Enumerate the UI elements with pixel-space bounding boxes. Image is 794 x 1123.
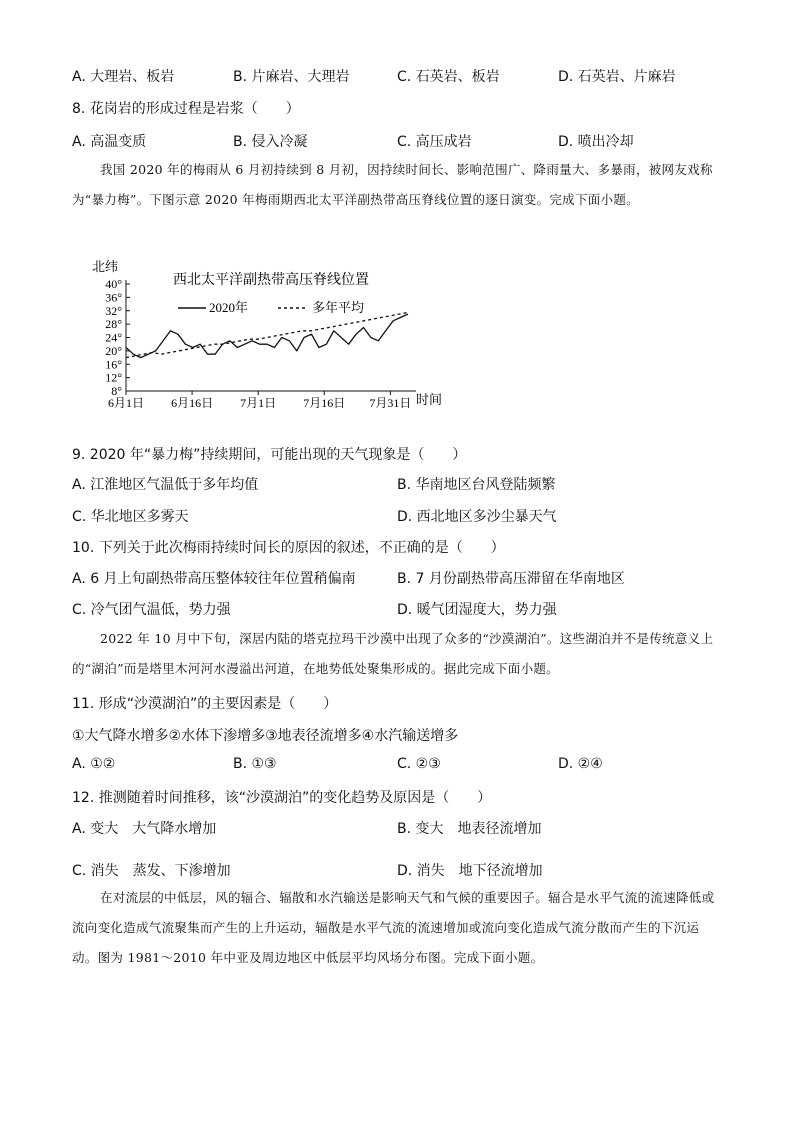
q8-option-b: B. 侵入冷凝 (233, 134, 308, 150)
x-tick-label: 7月16日 (303, 396, 346, 410)
legend-2020: 2020年 (209, 300, 249, 315)
q12-option-c: C. 消失 蒸发、下渗增加 (72, 863, 231, 879)
series-average-line (126, 312, 408, 357)
x-tick-label: 7月1日 (240, 396, 277, 410)
q11-option-c: C. ②③ (397, 756, 441, 772)
y-tick-label: 28° (105, 317, 122, 332)
passage-desert-lakes: 2022 年 10 月中下旬，深居内陆的塔克拉玛干沙漠中出现了众多的“沙漠湖泊”。这些湖泊并不是传统意义上的“湖泊”而是塔里木河河水漫溢出河道，在地势低处聚集形成的。据此完成下面小题。 (72, 631, 714, 676)
chart-x-axis-label: 时间 (416, 392, 443, 407)
y-tick-label: 24° (105, 330, 122, 345)
y-tick-label: 20° (105, 343, 122, 358)
q10-option-b: B. 7 月份副热带高压滞留在华南地区 (397, 571, 625, 587)
q11-stem: 11. 形成“沙漠湖泊”的主要因素是（ ） (72, 696, 338, 712)
q7-option-c: C. 石英岩、板岩 (397, 69, 500, 85)
y-tick-label: 36° (105, 290, 122, 305)
q11-option-b: B. ①③ (233, 756, 277, 772)
series-2020-line (126, 314, 408, 358)
y-tick-label: 8° (111, 384, 122, 398)
q10-option-c: C. 冷气团气温低，势力强 (72, 602, 231, 618)
passage-baoli-mei: 我国 2020 年的梅雨从 6 月初持续到 8 月初，因持续时间长、影响范围广、降雨量大、多暴雨，被网友戏称为“暴力梅”。下图示意 2020 年梅雨期西北太平洋副热带高压脊线位置的逐日演变。完成下面小题。 (72, 162, 713, 207)
x-tick-label: 6月1日 (107, 396, 145, 410)
subtropical-high-ridge-chart (88, 256, 448, 426)
q9-option-b: B. 华南地区台风登陆频繁 (397, 477, 556, 493)
q7-option-b: B. 片麻岩、大理岩 (233, 69, 350, 85)
passage-wind-field: 在对流层的中低层，风的辐合、辐散和水汽输送是影响天气和气候的重要因子。辐合是水平气流的流速降低或流向变化造成气流聚集而产生的上升运动，辐散是水平气流的流速增加或流向变化造成气流分散而产生的下沉运动。图为 1981～2010 年中亚及周边地区中低层平均风场分布图。完成下面小题。 (72, 890, 715, 965)
q11-items: ①大气降水增多②水体下渗增多③地表径流增多④水汽输送增多 (72, 728, 459, 744)
y-tick-label: 32° (105, 303, 122, 318)
q8-stem: 8. 花岗岩的形成过程是岩浆（ ） (72, 101, 300, 117)
q9-option-c: C. 华北地区多雾天 (72, 509, 189, 525)
q8-option-d: D. 喷出冷却 (558, 134, 634, 150)
q12-option-d: D. 消失 地下径流增加 (397, 863, 543, 879)
q9-option-a: A. 江淮地区气温低于多年均值 (72, 477, 259, 493)
q9-option-d: D. 西北地区多沙尘暴天气 (397, 509, 557, 525)
q8-option-a: A. 高温变质 (72, 134, 147, 150)
chart-title: 西北太平洋副热带高压脊线位置 (173, 273, 369, 288)
q12-option-b: B. 变大 地表径流增加 (397, 821, 542, 837)
q7-option-d: D. 石英岩、片麻岩 (558, 69, 676, 85)
q12-stem: 12. 推测随着时间推移，该“沙漠湖泊”的变化趋势及原因是（ ） (72, 790, 492, 806)
q10-option-a: A. 6 月上旬副热带高压整体较往年位置稍偏南 (72, 571, 356, 587)
q11-option-a: A. ①② (72, 756, 116, 772)
chart-y-axis-label: 北纬 (92, 259, 119, 274)
x-tick-label: 6月16日 (171, 396, 214, 410)
q11-option-d: D. ②④ (558, 756, 603, 772)
y-tick-label: 40° (105, 277, 122, 291)
q10-stem: 10. 下列关于此次梅雨持续时间长的原因的叙述，不正确的是（ ） (72, 540, 505, 556)
legend-average: 多年平均 (312, 300, 365, 315)
q8-option-c: C. 高压成岩 (397, 134, 472, 150)
y-tick-label: 12° (105, 370, 122, 385)
q10-option-d: D. 暖气团湿度大，势力强 (397, 602, 557, 618)
q9-stem: 9. 2020 年“暴力梅”持续期间，可能出现的天气现象是（ ） (72, 447, 467, 463)
q12-option-a: A. 变大 大气降水增加 (72, 821, 217, 837)
q7-option-a: A. 大理岩、板岩 (72, 69, 175, 85)
x-tick-label: 7月31日 (369, 396, 412, 410)
y-tick-label: 16° (105, 357, 122, 372)
